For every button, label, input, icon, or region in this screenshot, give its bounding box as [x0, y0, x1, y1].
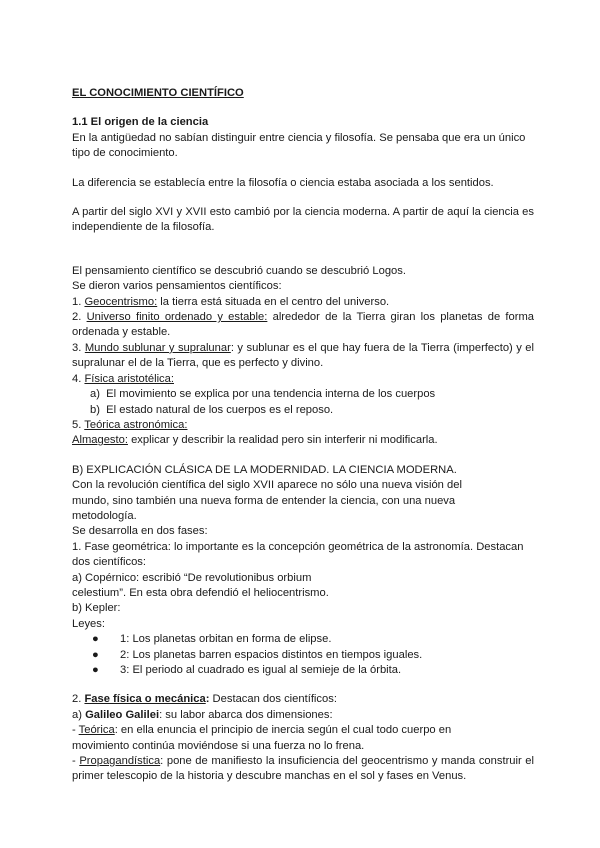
- paragraph-propagandistica: - Propagandística: pone de manifiesto la insuficiencia del geocentrismo y manda construir el primer telescopio de la historia y descubre manchas en el sol y fases en Venus.: [72, 755, 535, 783]
- sub-item-reposo: b) El estado natural de los cuerpos es el reposo.: [90, 403, 334, 416]
- paragraph-diferencia: La diferencia se establecía entre la filosofía o ciencia estaba asociada a los sentidos.: [72, 176, 494, 189]
- term-teorica-astronomica: Teórica astronómica:: [84, 418, 188, 431]
- bullet-icon: ●: [92, 633, 99, 646]
- line-revolucion-3: metodología.: [72, 509, 137, 522]
- paragraph-fase-geometrica: 1. Fase geométrica: lo importante es la concepción geométrica de la astronomía. Destacan dos científicos:: [72, 540, 524, 569]
- line-revolucion-2: mundo, sino también una nueva forma de entender la ciencia, con una nueva: [72, 494, 456, 507]
- paragraph-siglo-xvi: A partir del siglo XVI y XVII esto cambió por la ciencia moderna. A partir de aquí la ciencia es independiente de la filosofía.: [72, 206, 534, 234]
- paragraph-pensamientos-intro: Se dieron varios pensamientos científicos:: [72, 280, 282, 293]
- list-item-fisica-aristotelica: 4. Física aristotélica:: [72, 372, 174, 385]
- law-item-1: ● 1: Los planetas orbitan en forma de elipse.: [72, 632, 534, 647]
- paragraph-almagesto: Almagesto: explicar y describir la realidad pero sin interferir ni modificarla.: [72, 434, 438, 447]
- bullet-icon: ●: [92, 664, 99, 676]
- line-revolucion-1: Con la revolución científica del siglo XVII aparece no sólo una nueva visión del: [72, 479, 462, 492]
- paragraph-logos: El pensamiento científico se descubrió cuando se descubrió Logos.: [72, 264, 406, 277]
- sub-item-movimiento: a) El movimiento se explica por una tendencia interna de los cuerpos: [90, 388, 436, 401]
- term-geocentrismo: Geocentrismo:: [84, 295, 158, 308]
- list-item-universo-finito: 2. Universo finito ordenado y estable: alrededor de la Tierra giran los planetas de forma ordenada y estable.: [72, 311, 535, 339]
- term-propagandistica: Propagandística: [79, 755, 161, 768]
- line-teorica: - Teórica: en ella enuncia el principio de inercia según el cual todo cuerpo en: [72, 724, 452, 737]
- term-universo-finito: Universo finito ordenado y estable:: [86, 311, 268, 324]
- line-copernico-2: celestium”. En esta obra defendió el heliocentrismo.: [72, 586, 329, 599]
- section-heading-modernidad: B) EXPLICACIÓN CLÁSICA DE LA MODERNIDAD. LA CIENCIA MODERNA.: [72, 463, 457, 476]
- list-item-teorica-astronomica: 5. Teórica astronómica:: [72, 418, 188, 431]
- name-galileo: Galileo Galilei: [85, 708, 160, 721]
- paragraph-fase-fisica: 2. Fase física o mecánica: Destacan dos científicos:: [72, 693, 337, 706]
- term-almagesto: Almagesto:: [72, 434, 128, 447]
- paragraph-antiguedad: En la antigüedad no sabían distinguir entre ciencia y filosofía. Se pensaba que era un único tipo de conocimiento.: [72, 131, 526, 160]
- list-item-mundo-sublunar: 3. Mundo sublunar y supralunar: y sublunar es el que hay fuera de la Tierra (imperfecto) y el supralunar el de la Tierra, que es perfecto y divino.: [72, 341, 535, 370]
- law-item-3: ● 3: El periodo al cuadrado es igual al semieje de la órbita.: [72, 663, 534, 678]
- list-item-geocentrismo: 1. Geocentrismo: la tierra está situada en el centro del universo.: [72, 295, 390, 308]
- line-copernico-1: a) Copérnico: escribió “De revolutionibus orbium: [72, 571, 312, 584]
- term-mundo-sublunar: Mundo sublunar y supralunar: [84, 341, 231, 354]
- section-heading-origen: 1.1 El origen de la ciencia: [72, 116, 209, 129]
- term-fisica-aristotelica: Física aristotélica:: [84, 372, 174, 385]
- term-teorica: Teórica: [78, 724, 115, 737]
- bullet-icon: ●: [92, 648, 99, 661]
- line-galileo: a) Galileo Galilei: su labor abarca dos dimensiones:: [72, 708, 333, 721]
- term-fase-fisica: Fase física o mecánica: [84, 693, 206, 706]
- line-dos-fases: Se desarrolla en dos fases:: [72, 525, 208, 538]
- document-title: EL CONOCIMIENTO CIENTÍFICO: [72, 87, 244, 99]
- law-item-2: ● 2: Los planetas barren espacios distintos en tiempos iguales.: [72, 648, 534, 663]
- line-kepler: b) Kepler:: [72, 602, 121, 615]
- line-teorica-2: movimiento continúa moviéndose si una fuerza no lo frena.: [72, 739, 365, 752]
- line-leyes: Leyes:: [72, 617, 105, 630]
